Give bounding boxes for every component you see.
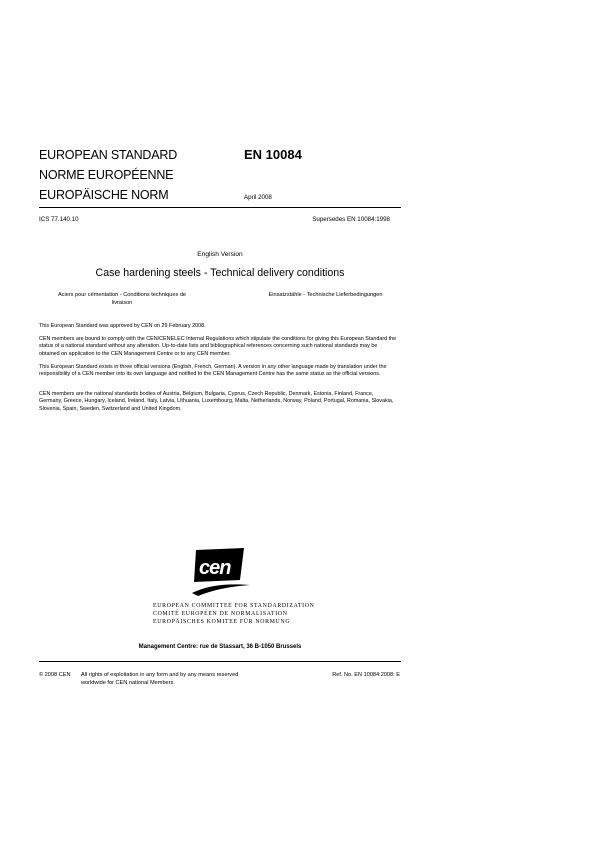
copyright-notice: © 2008 CEN	[39, 672, 71, 678]
version-label: English Version	[197, 251, 243, 258]
committee-de: EUROPÄISCHES KOMITEE FÜR NORMUNG	[153, 619, 291, 625]
rights-line-1: All rights of exploitation in any form and by any means reserved	[81, 672, 239, 678]
ics-code: ICS 77.140.10	[39, 216, 79, 223]
versions-text: This European Standard exists in three official versions (English, French, German). A version in any other language made by translation under the responsibility of a CEN member into its own language and notified to the CEN Management Centre has the same status as the official versions.	[39, 364, 387, 378]
members-list-paragraph	[39, 391, 397, 413]
supersedes-note: Supersedes EN 10084:1998	[312, 216, 390, 223]
title-german: Einsatzstähle - Technische Lieferbedingungen	[268, 292, 383, 298]
standard-type-de: EUROPÄISCHE NORM	[39, 188, 169, 202]
members-bound-paragraph	[39, 336, 397, 358]
standard-type-en: EUROPEAN STANDARD	[39, 148, 178, 162]
rights-line-2: worldwide for CEN national Members.	[81, 680, 175, 686]
committee-en: EUROPEAN COMMITTEE FOR STANDARDIZATION	[153, 603, 315, 609]
members-list-text: CEN members are the national standards bodies of Austria, Belgium, Bulgaria, Cyprus, Czech Republic, Denmark, Estonia, Finland, France, Germany, Greece, Hungary, Iceland, Ireland, Italy, Latvia, Lithuania, Luxembourg, Malta, Netherlands, Norway, Poland, Portugal, Romania, Slovakia, Slovenia, Spain, Sweden, Switzerland and United Kingdom.	[39, 391, 394, 412]
publication-date: April 2008	[244, 194, 272, 201]
approval-text: This European Standard was approved by CEN on 29 February 2008.	[39, 323, 206, 329]
reference-number: Ref. No. EN 10084:2008: E	[332, 672, 400, 678]
management-centre: Management Centre: rue de Stassart, 36 B-1050 Brussels	[138, 644, 302, 650]
cen-logo-swoosh	[192, 584, 250, 596]
standard-number: EN 10084	[244, 147, 302, 162]
cen-logo-text: cen	[199, 557, 231, 579]
cen-logo	[190, 544, 254, 598]
header-rule	[39, 207, 401, 208]
footer-rule	[39, 661, 401, 662]
document-title: Case hardening steels - Technical delivery conditions	[95, 267, 345, 279]
approval-paragraph	[39, 323, 397, 330]
standard-type-fr: NORME EUROPÉENNE	[39, 168, 174, 182]
members-bound-text: CEN members are bound to comply with the CEN/CENELEC Internal Regulations which stipulate the conditions for giving this European Standard the status of a national standard without any alteration. Up-to-date lists and bibliographical references concerning such national standards may be obtained on application to the CEN Management Centre or to any CEN member.	[39, 336, 397, 357]
committee-fr: COMITÉ EUROPÉEN DE NORMALISATION	[153, 611, 288, 617]
versions-paragraph	[39, 364, 397, 379]
title-french: Aciers pour cémentation - Conditions techniques de livraison	[57, 292, 187, 306]
